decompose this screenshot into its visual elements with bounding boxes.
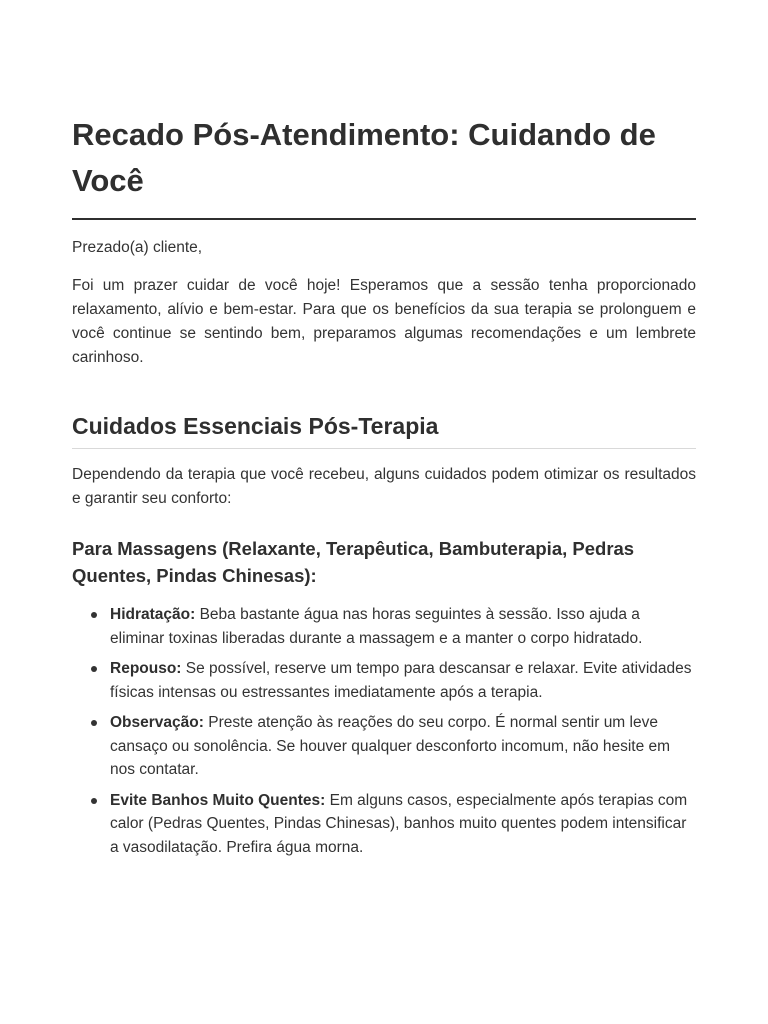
list-item-term: Observação: <box>110 714 204 731</box>
list-item <box>110 603 696 650</box>
care-list <box>72 603 696 859</box>
greeting-text: Prezado(a) cliente, <box>72 239 203 256</box>
bullet-icon <box>91 666 97 672</box>
intro-paragraph: Foi um prazer cuidar de você hoje! Esperamos que a sessão tenha proporcionado relaxamento, alívio e bem-estar. Para que os benefícios da sua terapia se prolonguem e você continue se sentindo bem, preparamos algumas recomendações e um lembrete carinhoso. <box>72 277 696 366</box>
bullet-icon <box>91 798 97 804</box>
list-item <box>110 657 696 704</box>
list-item-text: Se possível, reserve um tempo para descansar e relaxar. Evite atividades físicas intensas ou estressantes imediatamente após a terapia. <box>110 660 692 701</box>
list-item-term: Evite Banhos Muito Quentes: <box>110 791 326 809</box>
document-page <box>72 0 696 859</box>
section-heading: Cuidados Essenciais Pós-Terapia <box>72 410 696 449</box>
bullet-icon <box>91 720 97 726</box>
list-item-text: Beba bastante água nas horas seguintes à sessão. Isso ajuda a eliminar toxinas liberadas durante a massagem e a manter o corpo hidratado. <box>110 606 643 647</box>
list-item <box>110 711 696 782</box>
section-intro-paragraph: Dependendo da terapia que você recebeu, alguns cuidados podem otimizar os resultados e garantir seu conforto: <box>72 466 696 507</box>
subsection-heading: Para Massagens (Relaxante, Terapêutica, Bambuterapia, Pedras Quentes, Pindas Chinesas): <box>72 538 635 586</box>
bullet-icon <box>91 612 97 618</box>
document-title: Recado Pós-Atendimento: Cuidando de Você <box>72 112 696 220</box>
list-item-term: Hidratação: <box>110 606 196 623</box>
list-item-text: Preste atenção às reações do seu corpo. É normal sentir um leve cansaço ou sonolência. Se houver qualquer desconforto incomum, não hesite em nos contatar. <box>110 714 671 778</box>
list-item-term: Repouso: <box>110 660 182 677</box>
list-item-text: Em alguns casos, especialmente após terapias com calor (Pedras Quentes, Pindas Chinesas), banhos muito quentes podem intensificar a vasodilatação. Prefira água morna. <box>110 791 688 856</box>
list-item <box>110 789 696 860</box>
